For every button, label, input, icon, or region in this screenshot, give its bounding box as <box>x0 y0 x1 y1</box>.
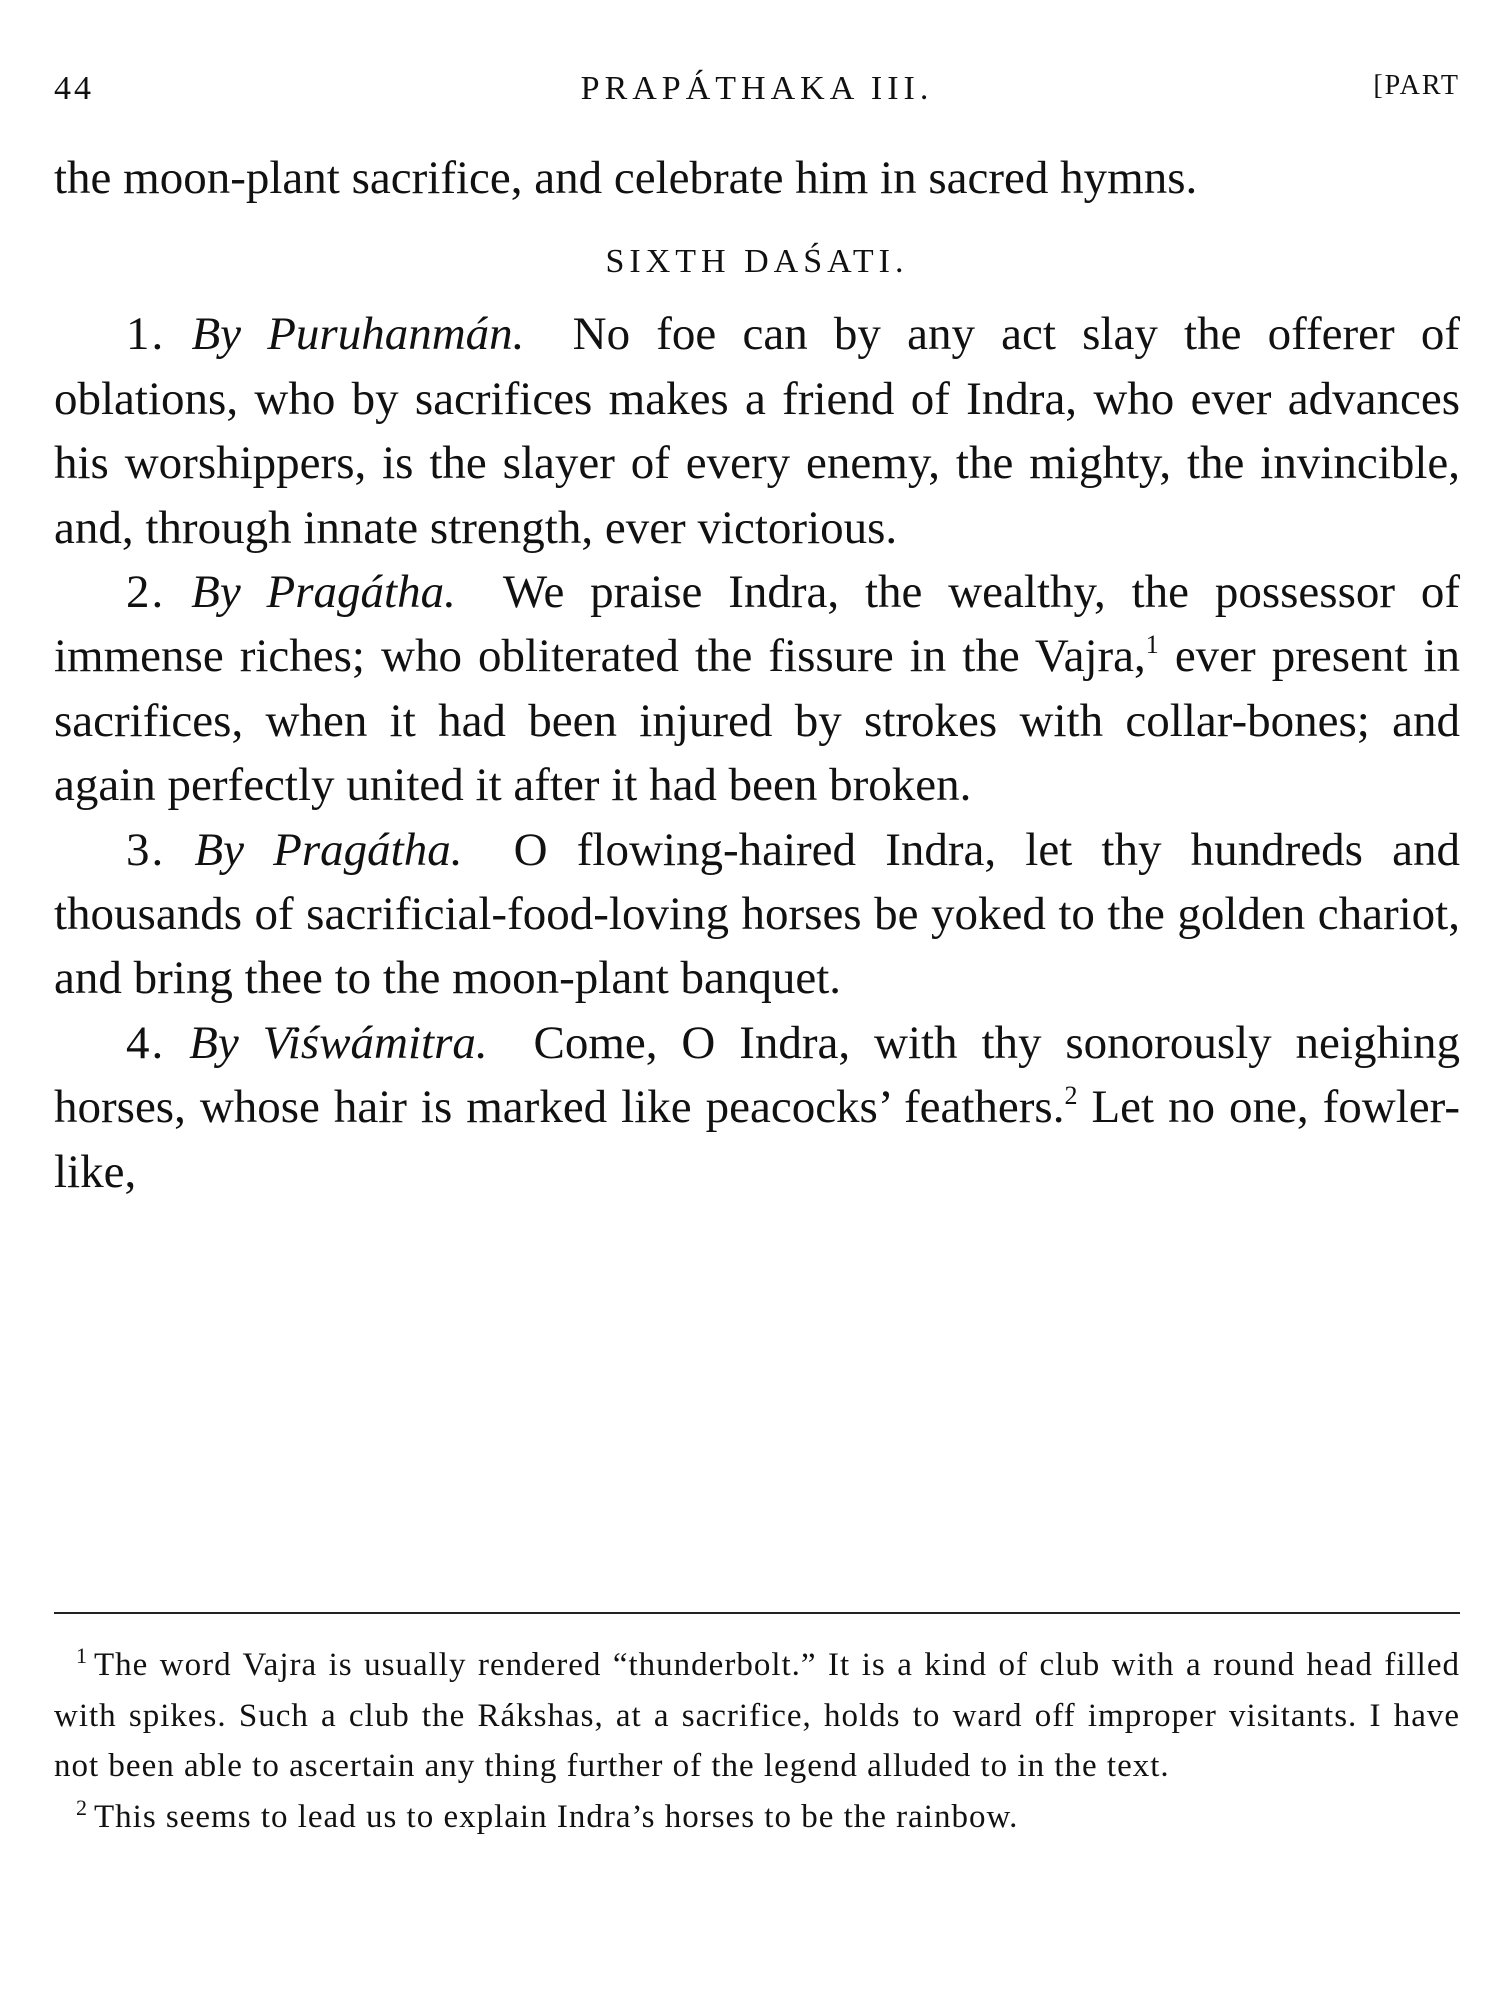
hymn-2 <box>54 560 1460 818</box>
hymn-text: No foe can by any act slay the offerer of oblations, who by sacrifices makes a friend of Indra, who ever advances his worshippers, is the slayer of every enemy, the mighty, the invincible, and, through innate strength, ever victorious. <box>54 308 1461 554</box>
footnote-1 <box>54 1640 1460 1792</box>
hymn-author: By Puruhanmán. <box>191 308 525 361</box>
hymn-text: O flowing-haired Indra, let thy hundreds and thousands of sacrificial-food-loving horses be yoked to the golden chariot, and bring thee to the moon-plant banquet. <box>54 823 1460 1005</box>
footnote-divider <box>54 1612 1460 1614</box>
hymn-text-continued: Let no one, fowler-like, <box>54 1081 1460 1198</box>
hymn-text: Come, O Indra, with thy sonorously neighing horses, whose hair is marked like peacocks’ feathers. <box>54 1016 1461 1134</box>
verse-number: 2. <box>126 566 166 619</box>
hymn-author: By Pragátha. <box>191 566 456 619</box>
verse-number: 1. <box>126 308 166 361</box>
part-label: [PART <box>1373 70 1460 101</box>
verse-number: 3. <box>126 823 166 876</box>
footnote-2 <box>54 1792 1460 1843</box>
footnote-ref: 1 <box>1145 630 1159 660</box>
footnote-mark: 2 <box>76 1794 88 1820</box>
hymn-author: By Viśwámitra. <box>189 1016 488 1069</box>
book-page <box>54 0 1460 2000</box>
footnote-ref: 2 <box>1064 1081 1078 1111</box>
hymn-text-continued: ever present in sacrifices, when it had been injured by strokes with collar-bones; and again perfectly united it after it had been broken. <box>54 630 1461 812</box>
hymn-text: We praise Indra, the wealthy, the possessor of immense riches; who obliterated the fissure in the Vajra, <box>54 566 1461 683</box>
running-head <box>54 70 1460 114</box>
section-heading: SIXTH DAŚATI. <box>605 243 909 281</box>
footnote-text: The word Vajra is usually rendered “thunderbolt.” It is a kind of club with a round head filled with spikes. Such a club the Rákshas, at a sacrifice, holds to ward off improper visitants. I have not been able to ascertain any thing further of the legend alluded to in the text. <box>54 1647 1460 1784</box>
footnotes <box>54 1640 1460 1842</box>
page-number: 44 <box>54 70 94 107</box>
footnote-mark: 1 <box>76 1643 88 1668</box>
main-text <box>54 146 1460 1204</box>
footnote-text: This seems to lead us to explain Indra’s horses to be the rainbow. <box>94 1798 1019 1835</box>
verse-number: 4. <box>126 1016 166 1069</box>
hymn-author: By Pragátha. <box>194 823 463 876</box>
chapter-title: PRAPÁTHAKA III. <box>580 70 934 107</box>
hymn-1 <box>54 302 1460 560</box>
hymn-4 <box>54 1011 1460 1204</box>
continued-paragraph: the moon-plant sacrifice, and celebrate him in sacred hymns. <box>54 152 1198 204</box>
hymn-3 <box>54 818 1460 1011</box>
